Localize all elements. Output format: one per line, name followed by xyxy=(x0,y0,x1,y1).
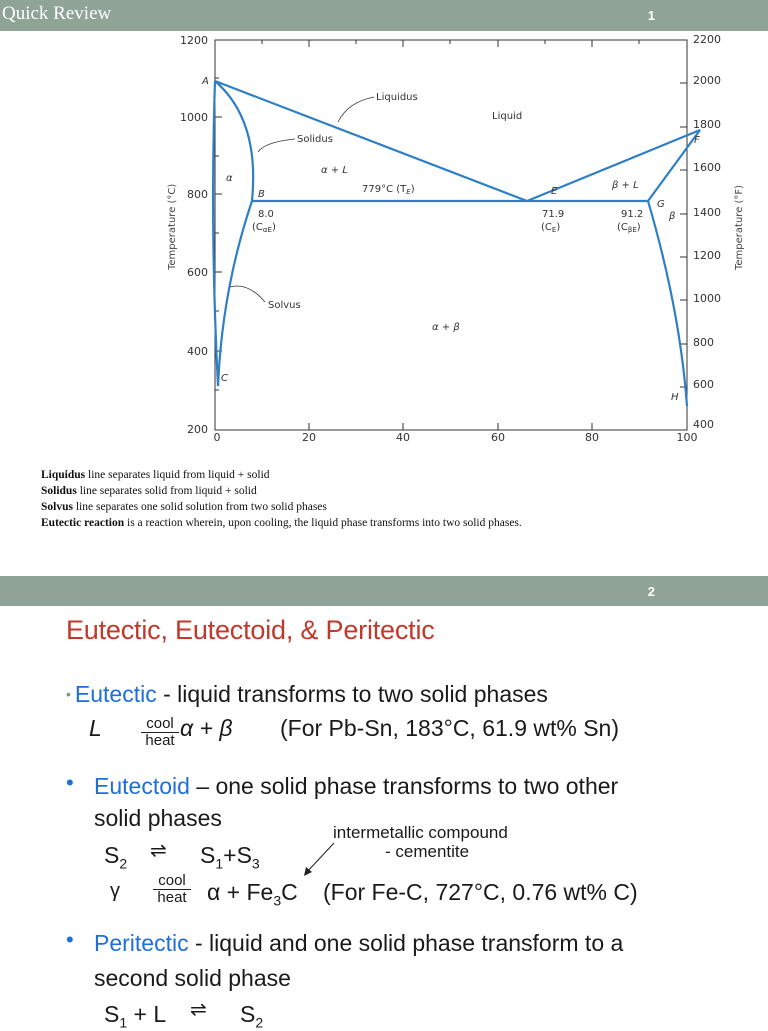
solidus-label: Solidus xyxy=(297,134,333,145)
equilibrium-arrow: ⇌ xyxy=(190,999,207,1021)
eutectic-reactant: L xyxy=(89,715,102,741)
definition-notes xyxy=(41,467,522,531)
slide-1-header-bar xyxy=(0,0,768,31)
subscript: 2 xyxy=(119,855,128,872)
eutectoid-description-2: solid phases xyxy=(94,805,222,831)
peritectic-description-2: second solid phase xyxy=(94,965,291,991)
tick-label: 800 xyxy=(693,336,714,349)
subscript: 3 xyxy=(273,892,282,909)
tick-label: 1000 xyxy=(180,111,208,124)
x-axis-labels xyxy=(214,431,698,444)
peritectic-term: Peritectic xyxy=(94,930,189,956)
heat-label: heat xyxy=(157,889,187,906)
beta-region-label: β xyxy=(669,211,676,222)
note-text: is a reaction wherein, upon cooling, the liquid phase transforms into two solid phases. xyxy=(124,517,522,529)
slide-2-title: Eutectic, Eutectoid, & Peritectic xyxy=(66,615,435,645)
annotation-cementite: - cementite xyxy=(385,842,470,861)
g-composition-value: 91.2 xyxy=(621,209,644,220)
tick-label: 400 xyxy=(693,418,714,431)
liquid-region-label: Liquid xyxy=(492,111,523,122)
slide-1-number: 1 xyxy=(647,8,655,23)
tick-label: 1200 xyxy=(180,34,208,47)
eutectoid-cool-heat xyxy=(153,873,191,906)
right-axis-labels xyxy=(693,33,721,431)
slide-1-title: Quick Review xyxy=(2,3,112,24)
tick-label: 100 xyxy=(676,431,698,444)
eutectoid-description: – one solid phase transforms to two other xyxy=(189,773,619,799)
alpha-beta-region-label: α + β xyxy=(432,322,460,333)
bullet-marker: • xyxy=(66,927,74,952)
tick-label: 1200 xyxy=(693,249,721,262)
tick-label: 600 xyxy=(693,378,714,391)
peritectic-bullet xyxy=(94,930,623,957)
phase-lines xyxy=(213,81,700,406)
peritectic-description: - liquid and one solid phase transform to a xyxy=(188,930,624,956)
symbol: S xyxy=(104,842,120,868)
eutectic-description: - liquid transforms to two solid phases xyxy=(156,681,548,707)
note-term: Eutectic reaction xyxy=(41,517,125,529)
note-text: line separates solid from liquid + solid xyxy=(76,485,257,497)
subscript: 3 xyxy=(251,855,260,872)
point-label-g: G xyxy=(657,199,665,210)
tick-label: 400 xyxy=(187,345,208,358)
note-solvus xyxy=(41,499,522,515)
g-composition-symbol: $(C_{\beta E})$ xyxy=(617,222,641,234)
peritectic-product xyxy=(240,1001,263,1031)
note-eutectic-reaction xyxy=(41,515,522,531)
x-ticks xyxy=(262,40,639,430)
tick-label: 80 xyxy=(585,431,599,444)
alpha-region-label: α xyxy=(226,173,233,184)
e-composition-symbol: $(C_E)$ xyxy=(541,222,561,234)
equilibrium-arrow: ⇌ xyxy=(150,840,167,862)
point-label-a: A xyxy=(202,76,209,87)
note-term: Liquidus xyxy=(41,469,86,481)
eutectoid-reactant-s2 xyxy=(104,842,127,872)
symbol: S xyxy=(200,842,216,868)
subscript: 1 xyxy=(119,1014,128,1031)
b-composition-symbol: $(C_{\alpha E})$ xyxy=(252,222,276,234)
note-term: Solvus xyxy=(41,501,73,513)
point-label-f: F xyxy=(694,135,700,146)
bullet-marker: • xyxy=(66,770,74,795)
tick-label: 0 xyxy=(213,431,221,444)
eutectic-temperature-label: 779°C $(T_E)$ xyxy=(362,184,415,196)
alpha-liquid-region-label: α + L xyxy=(321,165,348,176)
tick-label: 2000 xyxy=(693,74,721,87)
plot-frame xyxy=(215,40,687,430)
eutectic-bullet xyxy=(66,681,548,708)
point-label-e: E xyxy=(551,186,558,197)
subscript: 2 xyxy=(255,1014,264,1031)
eutectic-cool-heat xyxy=(141,716,179,749)
e-composition-value: 71.9 xyxy=(542,209,565,220)
solvus-label: Solvus xyxy=(268,300,301,311)
eutectic-example: (For Pb-Sn, 183°C, 61.9 wt% Sn) xyxy=(280,715,620,741)
symbol: + L xyxy=(127,1001,167,1027)
tick-label: 200 xyxy=(187,423,208,436)
y-axis-label-right: Temperature (°F) xyxy=(734,184,745,270)
symbol: S xyxy=(104,1001,120,1027)
annotation-arrow xyxy=(300,840,340,880)
subscript: 1 xyxy=(215,855,224,872)
note-text: line separates one solid solution from two solid phases xyxy=(72,501,327,513)
b-composition-value: 8.0 xyxy=(258,209,274,220)
eutectoid-products-fe3c xyxy=(207,879,298,909)
solidus-left xyxy=(215,81,253,201)
symbol: +S xyxy=(223,842,252,868)
solvus-left xyxy=(218,201,252,386)
liquidus-label: Liquidus xyxy=(376,92,418,103)
diagram-labels xyxy=(201,76,700,403)
liquidus-line-left xyxy=(215,81,527,201)
tick-label: 20 xyxy=(302,431,316,444)
slide-gap xyxy=(0,560,768,576)
peritectic-reactants xyxy=(104,1001,166,1031)
point-label-h: H xyxy=(671,392,679,403)
tick-label: 40 xyxy=(396,431,410,444)
note-term: Solidus xyxy=(41,485,77,497)
note-liquidus xyxy=(41,467,522,483)
note-text: line separates liquid from liquid + solid xyxy=(85,469,270,481)
tick-label: 800 xyxy=(187,188,208,201)
tick-label: 600 xyxy=(187,266,208,279)
symbol: C xyxy=(281,879,298,905)
left-axis-labels xyxy=(180,34,208,436)
annotation-intermetallic: intermetallic compound xyxy=(333,823,508,842)
tick-label: 1600 xyxy=(693,161,721,174)
point-label-c: C xyxy=(221,373,228,384)
slide-2-header-bar xyxy=(0,576,768,606)
beta-liquid-region-label: β + L xyxy=(612,180,639,191)
eutectic-term: Eutectic xyxy=(74,681,157,707)
eutectoid-gamma: γ xyxy=(110,880,120,902)
eutectic-products: α + β xyxy=(180,715,233,741)
eutectoid-bullet xyxy=(94,773,618,800)
y-axis-label-left: Temperature (°C) xyxy=(167,183,178,270)
point-label-b: B xyxy=(258,189,265,200)
eutectoid-example: (For Fe-C, 727°C, 0.76 wt% C) xyxy=(323,879,638,905)
cool-label: cool xyxy=(141,716,179,733)
symbol: α + Fe xyxy=(207,879,274,905)
tick-label: 1400 xyxy=(693,206,721,219)
tick-label: 1000 xyxy=(693,292,721,305)
bullet-marker: • xyxy=(66,686,71,702)
phase-diagram xyxy=(160,30,760,450)
heat-label: heat xyxy=(145,732,175,749)
tick-label: 2200 xyxy=(693,33,721,46)
tick-label: 1800 xyxy=(693,118,721,131)
note-solidus xyxy=(41,483,522,499)
solvus-right xyxy=(648,201,687,406)
eutectoid-products-s1s3 xyxy=(200,842,260,872)
cool-label: cool xyxy=(153,873,191,890)
symbol: S xyxy=(240,1001,256,1027)
eutectoid-term: Eutectoid xyxy=(94,773,190,799)
tick-label: 60 xyxy=(491,431,505,444)
slide-2-number: 2 xyxy=(647,584,655,599)
